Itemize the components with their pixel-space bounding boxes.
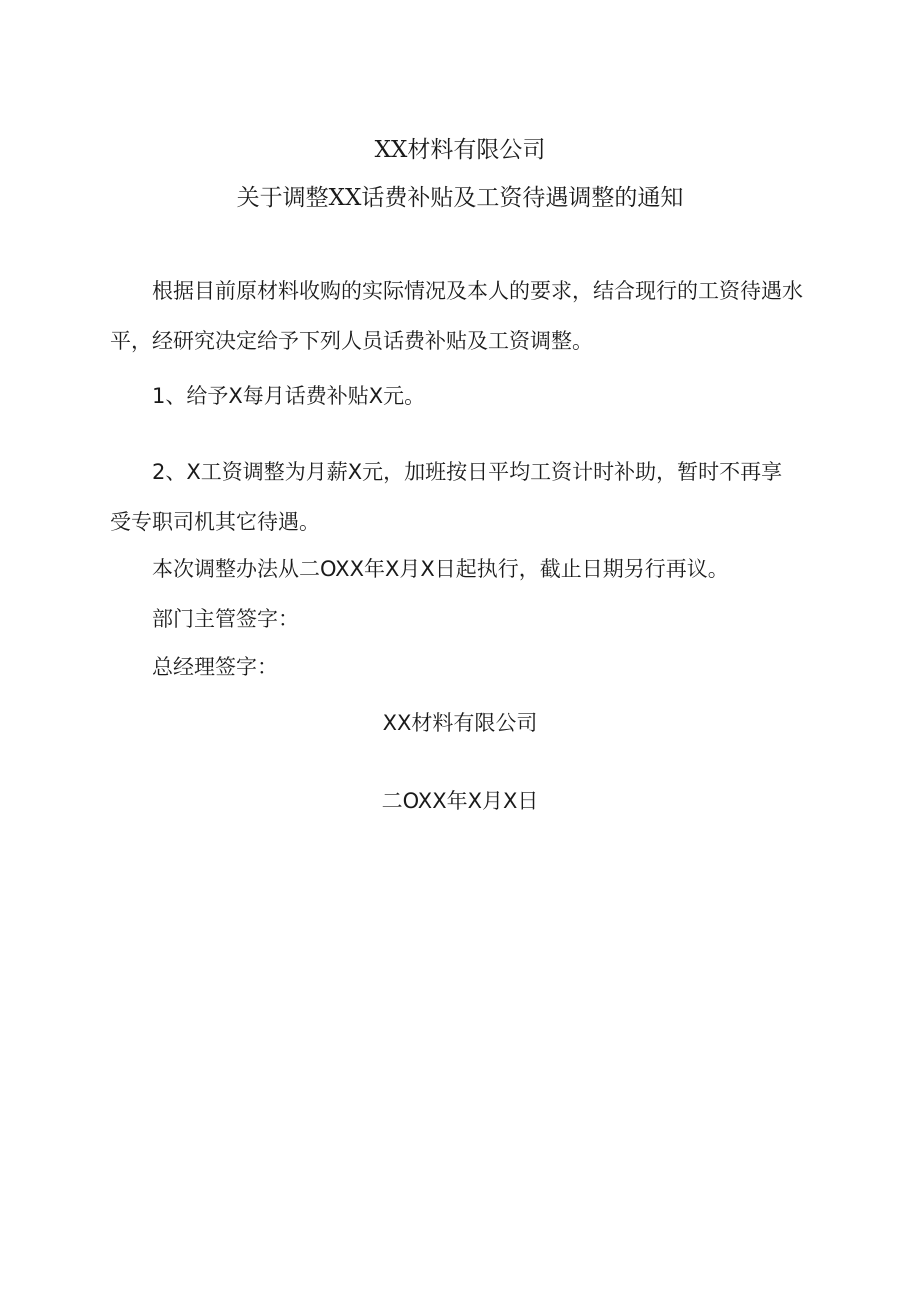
document-company-title: XX材料有限公司 [374, 137, 546, 163]
item-2-line-2: 受专职司机其它待遇。 [110, 510, 320, 534]
effective-date-paragraph: 本次调整办法从二OXX年X月X日起执行，截止日期另行再议。 [152, 557, 729, 581]
document-subject-title: 关于调整XX话费补贴及工资待遇调整的通知 [236, 185, 684, 211]
intro-paragraph-line-2: 平，经研究决定给予下列人员话费补贴及工资调整。 [110, 329, 593, 353]
intro-paragraph-line-1: 根据目前原材料收购的实际情况及本人的要求，结合现行的工资待遇水 [152, 279, 803, 303]
item-2-line-1: 2、X工资调整为月薪X元，加班按日平均工资计时补助，暂时不再享 [152, 460, 783, 484]
item-1-text: 1、给予X每月话费补贴X元。 [152, 384, 426, 408]
general-manager-signature-label: 总经理签字： [152, 655, 278, 679]
footer-date: 二OXX年X月X日 [381, 789, 539, 813]
footer-company-name: XX材料有限公司 [382, 711, 538, 735]
department-signature-label: 部门主管签字： [152, 607, 299, 631]
